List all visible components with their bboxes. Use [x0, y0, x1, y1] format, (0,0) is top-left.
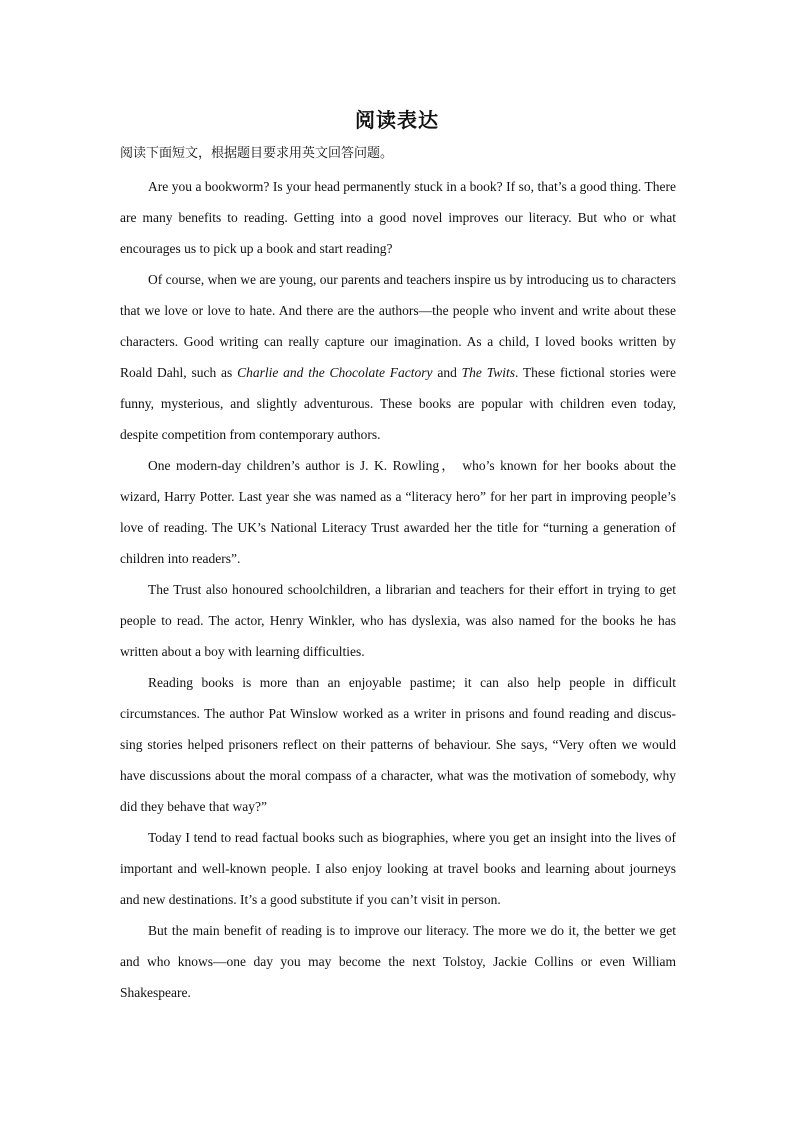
book-title-charlie: Charlie and the Chocolate Factory	[237, 365, 433, 380]
book-title-twits: The Twits	[461, 365, 515, 380]
paragraph-5: Reading books is more than an enjoyable pastime; it can also help people in difficult circumstances. The author Pat Winslow worked as a writer in prisons and found reading and discus- sing stories helped prisoners reflect on their patterns of behaviour. She says, “Very often we would have discussions about the moral compass of a character, what was the motivation of somebody, why did they behave that way?”	[120, 675, 676, 814]
paragraph-6: Today I tend to read factual books such as biographies, where you get an insight into the lives of important and well-known people. I also enjoy looking at travel books and learning about journeys and new destinations. It’s a good substitute if you can’t visit in person.	[120, 830, 676, 907]
paragraph-2-and: and	[432, 365, 462, 380]
paragraph-3: One modern-day children’s author is J. K. Rowling， who’s known for her books about the wizard, Harry Potter. Last year she was named as a “literacy hero” for her part in improving people’s love of reading. The UK’s National Literacy Trust awarded her the title for “turning a generation of children into readers”.	[120, 458, 676, 566]
paragraph-2-text-b: . These fictional stories were funny, mysterious, and slightly adventurous. These books are popular with children even today, despite competition from contemporary authors.	[120, 365, 677, 442]
document-title: 阅读表达	[355, 108, 439, 132]
paragraph-2	[120, 264, 676, 450]
paragraph-7: But the main benefit of reading is to improve our literacy. The more we do it, the better we get and who knows—one day you may become the next Tolstoy, Jackie Collins or even William Shakespeare.	[120, 923, 676, 1000]
paragraph-2-text-a: Of course, when we are young, our parents and teachers inspire us by introducing us to characters that we love or love to hate. And there are the authors—the people who invent and write about these characters. Good writing can really capture our imagination. As a child, I loved books written by Roald Dahl, such as	[120, 272, 676, 380]
paragraph-1: Are you a bookworm? Is your head permanently stuck in a book? If so, that’s a good thing. There are many benefits to reading. Getting into a good novel improves our literacy. But who or what encourages us to pick up a book and start reading?	[120, 179, 676, 256]
instruction-text: 阅读下面短文，根据题目要求用英文回答问题。	[120, 146, 394, 161]
paragraph-4: The Trust also honoured schoolchildren, a librarian and teachers for their effort in trying to get people to read. The actor, Henry Winkler, who has dyslexia, was also named for the books he has written about a boy with learning difficulties.	[120, 582, 676, 659]
passage-body	[120, 171, 676, 1008]
